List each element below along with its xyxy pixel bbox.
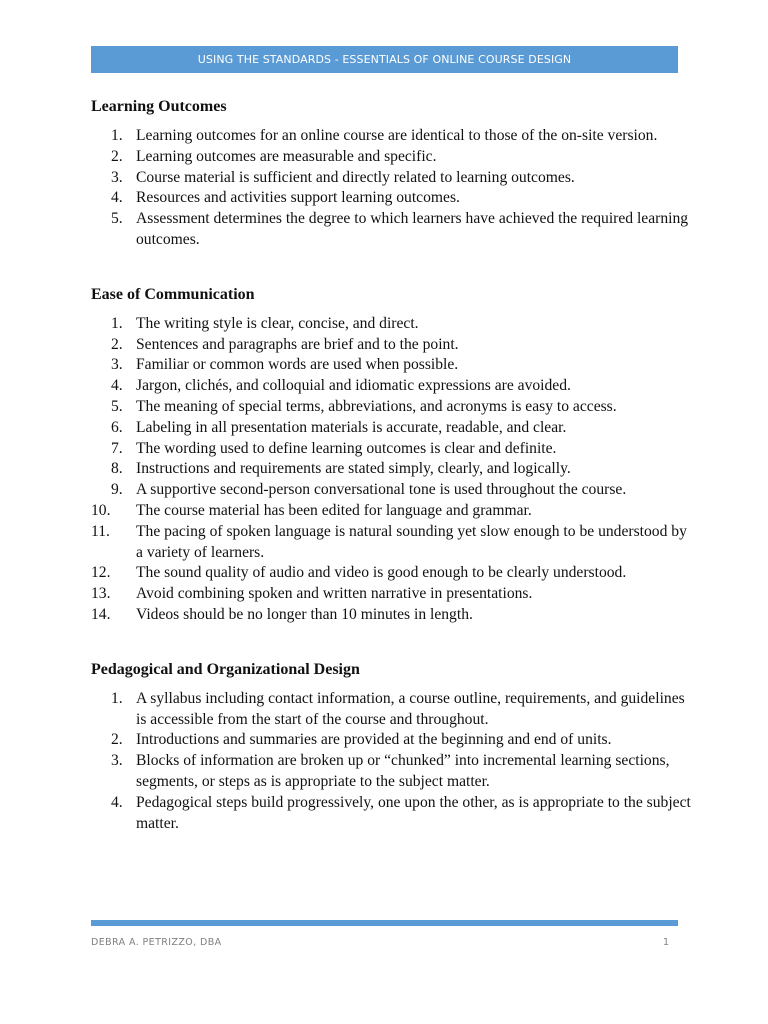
- item-text: The wording used to define learning outcomes is clear and definite.: [136, 439, 557, 457]
- list-item: [91, 147, 691, 168]
- footer-divider: [91, 920, 678, 926]
- list-item: [91, 730, 691, 751]
- section-pedagogical-design: [91, 659, 691, 835]
- section-heading: Ease of Communication: [91, 285, 255, 303]
- item-number: 3.: [111, 752, 123, 770]
- list-item: [91, 522, 691, 564]
- list-item: [91, 480, 691, 501]
- item-text: Avoid combining spoken and written narrative in presentations.: [136, 585, 533, 603]
- item-number: 1.: [111, 314, 123, 332]
- item-text: Introductions and summaries are provided at the beginning and end of units.: [136, 731, 612, 749]
- item-number: 4.: [111, 377, 123, 395]
- item-text: Labeling in all presentation materials is accurate, readable, and clear.: [136, 418, 567, 436]
- numbered-list: [91, 689, 691, 835]
- section-heading: Learning Outcomes: [91, 98, 227, 115]
- list-item: [91, 126, 691, 147]
- item-text: A syllabus including contact information, a course outline, requirements, and guidelines is accessible from the start of the course and throughout.: [136, 689, 685, 728]
- item-text: Course material is sufficient and directly related to learning outcomes.: [136, 168, 575, 186]
- item-text: Blocks of information are broken up or “chunked” into incremental learning sections, segments, or steps as is appropriate to the subject matter.: [136, 752, 670, 790]
- header-title: USING THE STANDARDS - ESSENTIALS OF ONLINE COURSE DESIGN: [197, 53, 572, 66]
- page-number: 1: [662, 937, 669, 948]
- list-item: [91, 335, 691, 356]
- list-item: [91, 793, 691, 835]
- item-text: The pacing of spoken language is natural sounding yet slow enough to be understood by a variety of learners.: [136, 522, 687, 561]
- item-number: 2.: [111, 335, 123, 353]
- list-item: [91, 459, 691, 480]
- item-number: 5.: [111, 397, 123, 415]
- list-item: [91, 314, 691, 335]
- section-ease-of-communication: [91, 284, 691, 626]
- item-text: Learning outcomes for an online course are identical to those of the on-site version.: [136, 127, 658, 144]
- list-item: [91, 376, 691, 397]
- item-number: 4.: [111, 793, 123, 811]
- item-number: 7.: [111, 439, 123, 457]
- item-number: 1.: [111, 127, 123, 144]
- list-item: [91, 605, 691, 626]
- item-number: 8.: [111, 460, 123, 478]
- item-text: Videos should be no longer than 10 minutes in length.: [136, 605, 473, 623]
- item-number: 12.: [91, 564, 111, 582]
- item-text: Instructions and requirements are stated simply, clearly, and logically.: [136, 460, 571, 478]
- item-number: 9.: [111, 481, 123, 499]
- list-item: [91, 355, 691, 376]
- item-number: 10.: [91, 501, 111, 519]
- list-item: [91, 188, 691, 209]
- item-text: Familiar or common words are used when possible.: [136, 356, 459, 374]
- list-item: [91, 209, 691, 251]
- item-text: Pedagogical steps build progressively, one upon the other, as is appropriate to the subject matter.: [136, 793, 691, 832]
- list-item: [91, 439, 691, 460]
- item-text: Sentences and paragraphs are brief and to the point.: [136, 335, 459, 353]
- item-text: The writing style is clear, concise, and direct.: [136, 314, 419, 332]
- list-item: [91, 584, 691, 605]
- numbered-list: [91, 314, 691, 626]
- item-number: 4.: [111, 189, 123, 207]
- item-text: Jargon, clichés, and colloquial and idiomatic expressions are avoided.: [136, 377, 571, 395]
- footer-author: DEBRA A. PETRIZZO, DBA: [91, 937, 222, 948]
- list-item: [91, 168, 691, 189]
- item-text: Resources and activities support learning outcomes.: [136, 189, 460, 207]
- list-item: [91, 397, 691, 418]
- item-number: 11.: [91, 522, 110, 540]
- numbered-list: [91, 126, 691, 251]
- item-text: A supportive second-person conversational tone is used throughout the course.: [136, 481, 627, 499]
- item-number: 3.: [111, 168, 123, 186]
- list-item: [91, 501, 691, 522]
- item-text: Learning outcomes are measurable and specific.: [136, 147, 437, 165]
- list-item: [91, 418, 691, 439]
- item-text: The meaning of special terms, abbreviations, and acronyms is easy to access.: [136, 397, 617, 415]
- item-number: 13.: [91, 585, 111, 603]
- item-text: The sound quality of audio and video is good enough to be clearly understood.: [136, 564, 627, 582]
- item-text: Assessment determines the degree to which learners have achieved the required learning outcomes.: [136, 210, 689, 248]
- item-number: 5.: [111, 210, 123, 228]
- section-learning-outcomes: [91, 96, 691, 251]
- list-item: [91, 563, 691, 584]
- document-body: [91, 96, 691, 867]
- section-heading: Pedagogical and Organizational Design: [91, 660, 360, 678]
- item-number: 2.: [111, 147, 123, 165]
- list-item: [91, 751, 691, 793]
- page-header-bar: [91, 46, 678, 73]
- item-number: 14.: [91, 605, 111, 623]
- item-number: 3.: [111, 356, 123, 374]
- item-number: 1.: [111, 689, 123, 707]
- list-item: [91, 689, 691, 731]
- item-number: 2.: [111, 731, 123, 749]
- item-text: The course material has been edited for language and grammar.: [136, 501, 532, 519]
- item-number: 6.: [111, 418, 123, 436]
